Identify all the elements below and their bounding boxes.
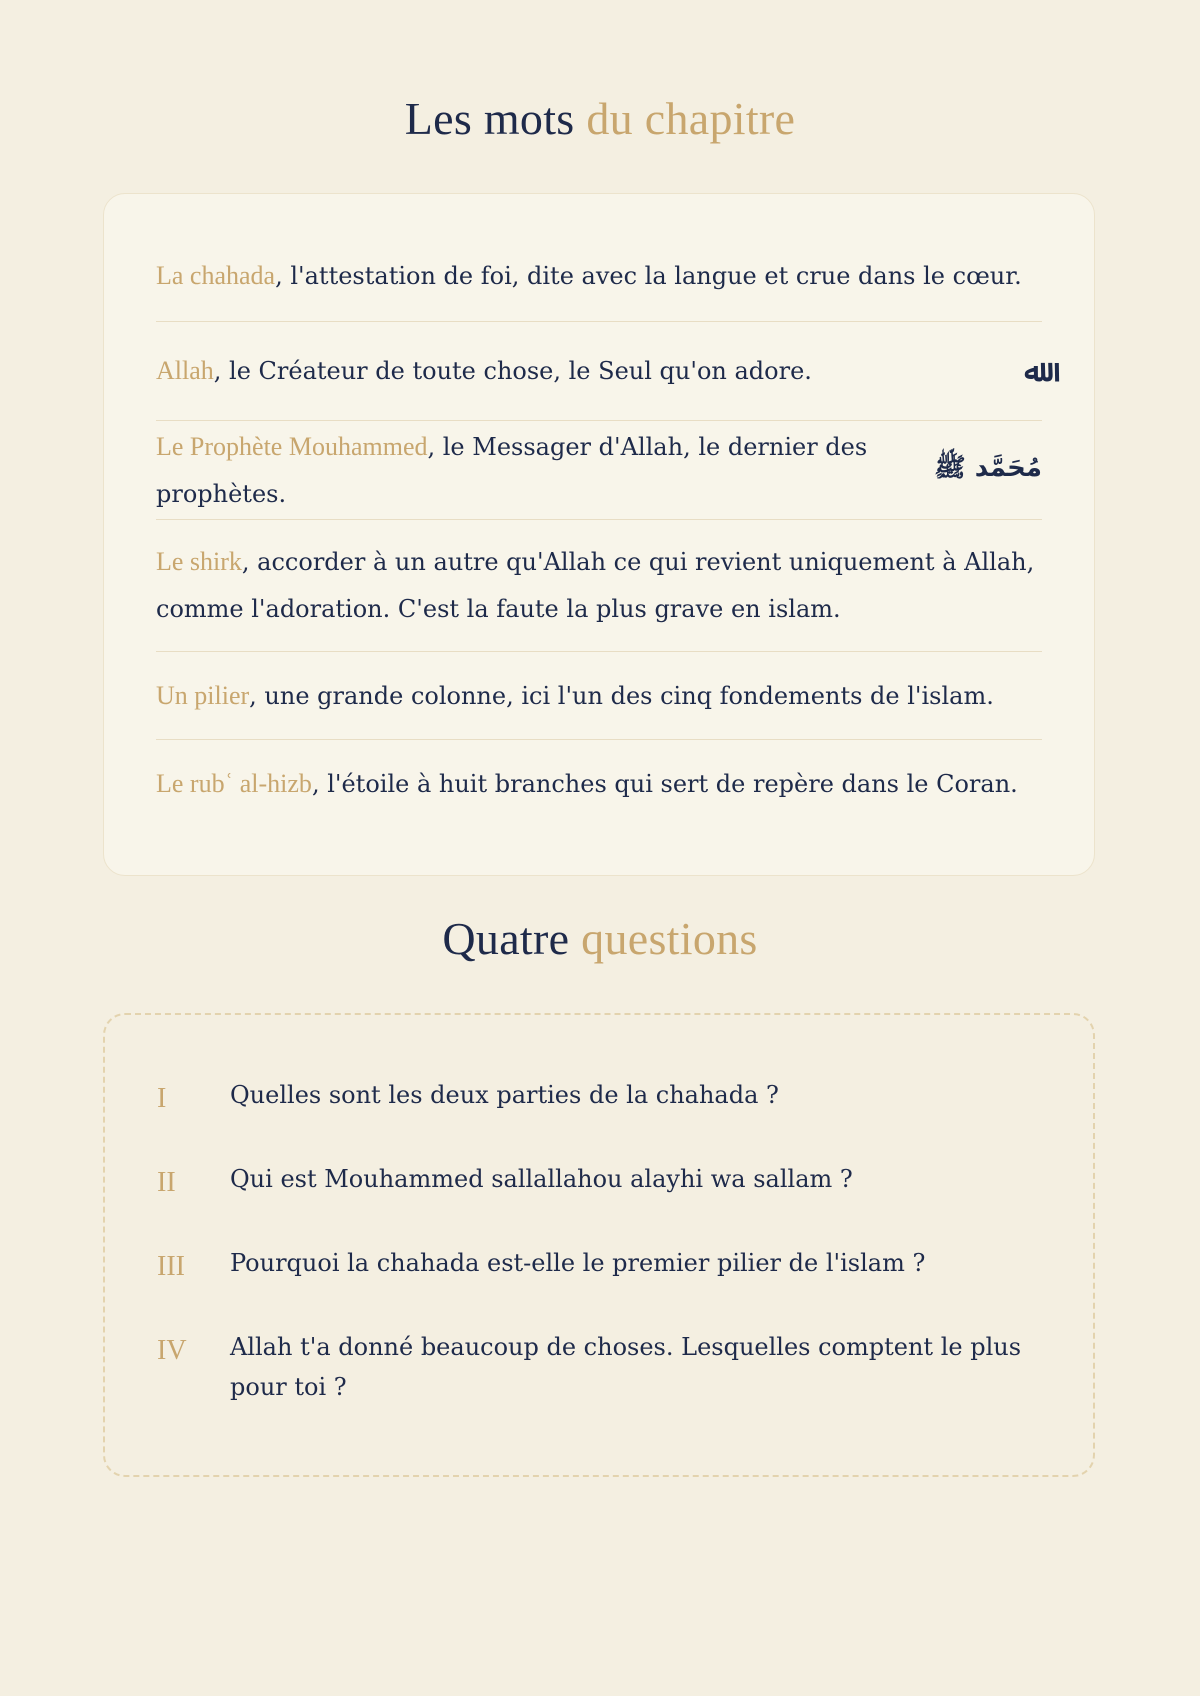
question-item bbox=[157, 1243, 1041, 1287]
glossary-item bbox=[156, 520, 1042, 652]
question-number: I bbox=[157, 1083, 167, 1114]
glossary-item bbox=[156, 740, 1042, 828]
glossary-definition: , le Messager d'Allah, le dernier des prophètes. bbox=[156, 432, 868, 508]
question-text: Pourquoi la chahada est-elle le premier pilier de l'islam ? bbox=[230, 1249, 926, 1277]
question-item bbox=[157, 1327, 1041, 1407]
glossary-term: Le Prophète Mouhammed bbox=[156, 431, 428, 461]
title-accent: du chapitre bbox=[586, 93, 796, 144]
glossary-definition: , accorder à un autre qu'Allah ce qui revient uniquement à Allah, comme l'adoration. C'est la faute la plus grave en islam. bbox=[156, 548, 1035, 623]
title-main: Quatre bbox=[442, 913, 570, 964]
questions-card bbox=[103, 1013, 1095, 1477]
glossary-item bbox=[156, 230, 1042, 322]
glossary-term: La chahada bbox=[156, 260, 276, 290]
glossary-definition: , l'attestation de foi, dite avec la langue et crue dans le cœur. bbox=[275, 261, 1022, 290]
glossary-definition: , le Créateur de toute chose, le Seul qu'on adore. bbox=[213, 357, 812, 385]
glossary-term: Le shirk bbox=[156, 547, 242, 576]
glossary-item bbox=[156, 322, 1042, 421]
arabic-allah-calligraphy: ﷲ bbox=[1024, 353, 1042, 389]
glossary-definition: , l'étoile à huit branches qui sert de repère dans le Coran. bbox=[311, 770, 1018, 798]
question-number: II bbox=[157, 1167, 176, 1198]
question-text: Allah t'a donné beaucoup de choses. Lesquelles comptent le plus pour toi ? bbox=[230, 1333, 1022, 1401]
questions-section-title bbox=[0, 912, 1200, 965]
glossary-card bbox=[103, 193, 1095, 876]
question-number: III bbox=[157, 1251, 185, 1282]
question-text: Qui est Mouhammed sallallahou alayhi wa sallam ? bbox=[230, 1165, 853, 1193]
glossary-item bbox=[156, 652, 1042, 740]
glossary-term: Le rubʿ al-hizb bbox=[156, 769, 312, 798]
glossary-term: Allah bbox=[156, 356, 214, 385]
glossary-term: Un pilier bbox=[156, 680, 250, 710]
arabic-muhammad-calligraphy: مُحَمَّد ﷺ bbox=[934, 453, 1042, 483]
glossary-definition: , une grande colonne, ici l'un des cinq fondements de l'islam. bbox=[249, 681, 994, 710]
question-item bbox=[157, 1159, 1041, 1203]
question-text: Quelles sont les deux parties de la chahada ? bbox=[230, 1081, 779, 1109]
question-number: IV bbox=[157, 1335, 187, 1366]
question-item bbox=[157, 1075, 1041, 1119]
words-section-title bbox=[0, 92, 1200, 145]
glossary-item bbox=[156, 421, 1042, 520]
title-accent: questions bbox=[581, 913, 758, 964]
title-main: Les mots bbox=[404, 93, 575, 144]
